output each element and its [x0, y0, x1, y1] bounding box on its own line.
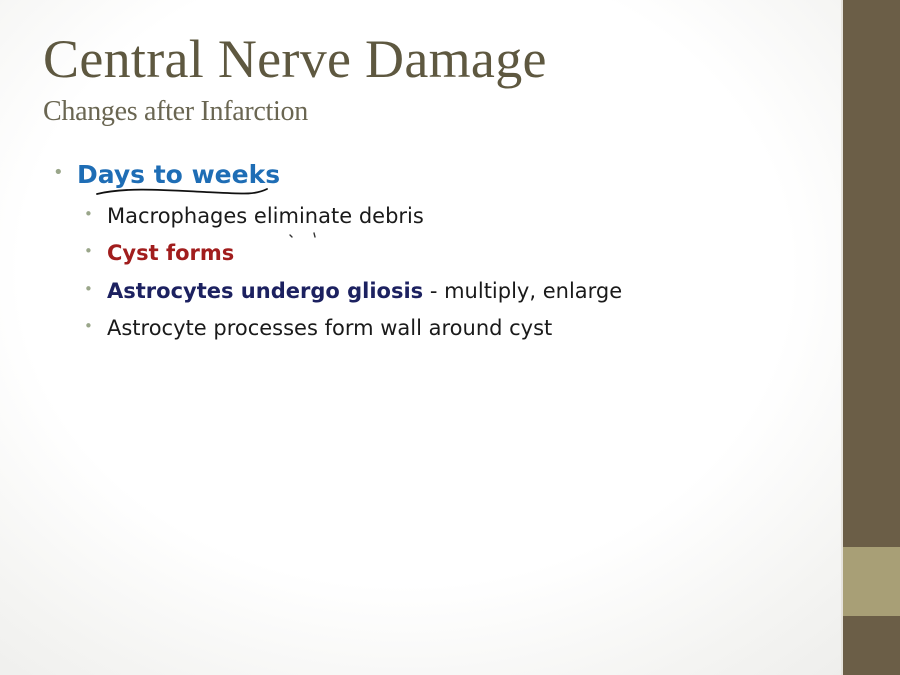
pen-mark-annotation-icon [288, 231, 318, 239]
bullet-level2-astrocytes-gliosis [84, 279, 623, 303]
pen-underline-annotation-icon [95, 185, 270, 205]
bullet-dot-icon: • [53, 162, 64, 183]
bullet-text: Astrocyte processes form wall around cyst [107, 316, 553, 340]
decorative-sidebar-accent [843, 547, 900, 616]
slide-title: Central Nerve Damage [43, 29, 547, 89]
bullet-dot-icon: • [84, 280, 93, 298]
slide-subtitle: Changes after Infarction [43, 96, 308, 127]
bullet-level2-cyst-forms [84, 241, 235, 265]
bullet-text: Cyst forms [107, 241, 235, 265]
bullet-text: Days to weeks [77, 160, 281, 189]
bullet-text-emphasis: Astrocytes undergo gliosis [107, 279, 424, 303]
bullet-level2-macrophages [84, 204, 424, 228]
bullet-dot-icon: • [84, 317, 93, 335]
bullet-text: Macrophages eliminate debris [107, 204, 424, 228]
bullet-text-suffix: - multiply, enlarge [423, 279, 623, 303]
bullet-dot-icon: • [84, 242, 93, 260]
bullet-dot-icon: • [84, 205, 93, 223]
bullet-level2-astrocyte-processes [84, 316, 553, 340]
